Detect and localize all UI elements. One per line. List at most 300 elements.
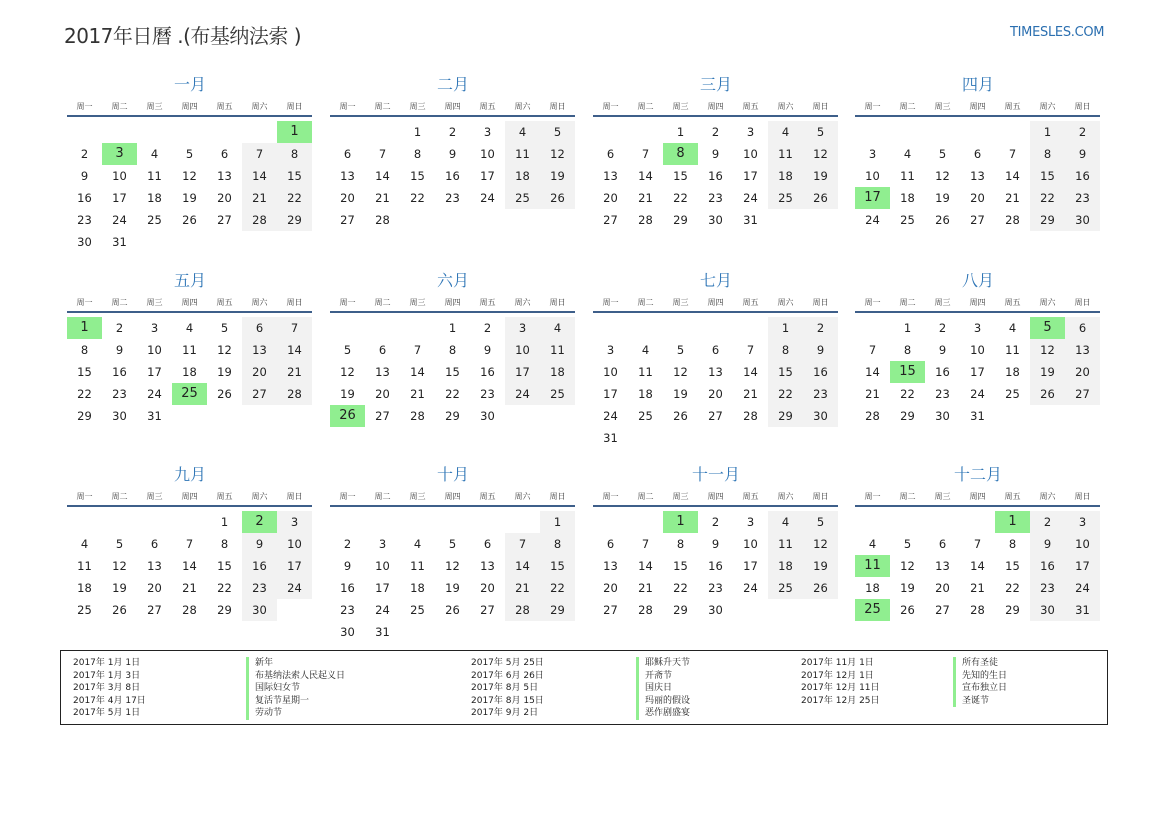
day-cell: 10: [970, 343, 985, 357]
day-cell: 19: [217, 365, 232, 379]
day-cell: 21: [410, 387, 425, 401]
day-cell: 26: [445, 603, 460, 617]
day-cell: 7: [641, 537, 650, 551]
weekday-label: 周五: [742, 101, 759, 111]
day-cell: 10: [1065, 533, 1100, 555]
day-cell: 13: [603, 559, 618, 573]
day-grid: [67, 117, 312, 253]
weekday-label: 周三: [672, 491, 689, 501]
day-cell: 27: [970, 213, 985, 227]
day-cell: 4: [903, 147, 912, 161]
weekday-label: 周日: [286, 297, 303, 307]
day-cell: 21: [1005, 191, 1020, 205]
day-cell: 3: [868, 147, 877, 161]
day-cell: 19: [803, 165, 838, 187]
weekday-label: 周一: [864, 491, 881, 501]
day-cell: 2: [448, 125, 457, 139]
day-cell: 27: [340, 213, 355, 227]
day-cell: 18: [638, 387, 653, 401]
month-3: [593, 74, 839, 231]
day-grid: [330, 313, 575, 427]
day-cell: 9: [938, 343, 947, 357]
weekday-label: 周六: [251, 101, 268, 111]
day-cell: 16: [935, 365, 950, 379]
legend-date: 2017年 4月 17日: [73, 695, 146, 706]
day-cell: 9: [711, 537, 720, 551]
day-cell: 2: [483, 321, 492, 335]
day-cell: 23: [340, 603, 355, 617]
day-cell: 27: [603, 603, 618, 617]
day-cell: 18: [77, 581, 92, 595]
legend-date: 2017年 12月 25日: [801, 695, 880, 706]
weekday-label: 周日: [1074, 491, 1091, 501]
day-cell: 13: [217, 169, 232, 183]
day-cell: 28: [242, 209, 277, 231]
weekday-label: 周三: [146, 491, 163, 501]
day-cell: 6: [150, 537, 159, 551]
day-cell: 5: [803, 511, 838, 533]
day-cell: 7: [1008, 147, 1017, 161]
day-cell: 15: [540, 555, 575, 577]
day-cell: 15: [768, 361, 803, 383]
day-cell: 24: [970, 387, 985, 401]
day-cell: 10: [480, 147, 495, 161]
day-cell: 5: [448, 537, 457, 551]
legend-holiday-name: 新年: [246, 657, 273, 670]
weekday-label: 周一: [339, 101, 356, 111]
weekday-label: 周日: [1074, 297, 1091, 307]
day-cell: 17: [505, 361, 540, 383]
day-cell: 6: [343, 147, 352, 161]
day-cell: 13: [147, 559, 162, 573]
day-cell: 22: [77, 387, 92, 401]
day-cell: 9: [1030, 533, 1065, 555]
day-cell: 30: [1030, 599, 1065, 621]
day-cell: 31: [970, 409, 985, 423]
day-cell: 7: [868, 343, 877, 357]
day-cell: 9: [1065, 143, 1100, 165]
day-cell: 17: [147, 365, 162, 379]
day-cell: 29: [1030, 209, 1065, 231]
day-cell: 14: [410, 365, 425, 379]
weekday-label: 周一: [76, 297, 93, 307]
holiday-legend: [60, 650, 1108, 725]
page-title: 2017年日曆 .(布基纳法索 ): [64, 24, 302, 48]
day-cell: 9: [343, 559, 352, 573]
day-cell: 2: [115, 321, 124, 335]
day-cell: 23: [1065, 187, 1100, 209]
month-4: [855, 74, 1101, 231]
day-cell: 24: [505, 383, 540, 405]
day-cell: 26: [803, 577, 838, 599]
month-title: 三月: [699, 75, 732, 94]
day-cell: 12: [112, 559, 127, 573]
legend-holiday-name: 布基纳法索人民起义日: [246, 670, 345, 683]
day-grid: [67, 507, 312, 621]
weekday-label: 周五: [479, 297, 496, 307]
day-cell: 8: [448, 343, 457, 357]
legend-holiday-name: 玛丽的假设: [636, 695, 690, 708]
holiday-day-cell: 2: [242, 511, 277, 533]
day-cell: 12: [1030, 339, 1065, 361]
day-cell: 12: [182, 169, 197, 183]
day-cell: 29: [445, 409, 460, 423]
day-cell: 17: [743, 559, 758, 573]
day-cell: 4: [505, 121, 540, 143]
day-cell: 25: [768, 577, 803, 599]
day-cell: 25: [505, 187, 540, 209]
month-title: 七月: [699, 271, 732, 290]
weekday-label: 周六: [777, 491, 794, 501]
day-cell: 28: [743, 409, 758, 423]
holiday-day-cell: 25: [855, 599, 890, 621]
day-cell: 5: [938, 147, 947, 161]
day-cell: 18: [1005, 365, 1020, 379]
day-cell: 4: [641, 343, 650, 357]
weekday-label: 周五: [1004, 101, 1021, 111]
day-cell: 8: [220, 537, 229, 551]
day-cell: 18: [768, 165, 803, 187]
day-cell: 7: [242, 143, 277, 165]
day-cell: 23: [1030, 577, 1065, 599]
day-cell: 31: [743, 213, 758, 227]
brand-logo[interactable]: TIMESLES.COM: [1010, 25, 1105, 40]
holiday-day-cell: 1: [995, 511, 1030, 533]
day-cell: 3: [1065, 511, 1100, 533]
day-cell: 4: [540, 317, 575, 339]
day-cell: 26: [673, 409, 688, 423]
weekday-header: [67, 486, 313, 506]
day-cell: 27: [935, 603, 950, 617]
legend-holiday-name: 圣诞节: [953, 695, 989, 708]
day-cell: 19: [900, 581, 915, 595]
weekday-label: 周日: [286, 491, 303, 501]
legend-date: 2017年 5月 25日: [471, 658, 544, 668]
day-cell: 1: [413, 125, 422, 139]
day-cell: 13: [375, 365, 390, 379]
day-cell: 8: [1008, 537, 1017, 551]
weekday-label: 周六: [1039, 297, 1056, 307]
weekday-label: 周一: [76, 491, 93, 501]
day-cell: 9: [483, 343, 492, 357]
day-cell: 6: [220, 147, 229, 161]
day-cell: 1: [540, 511, 575, 533]
holiday-day-cell: 1: [663, 511, 698, 533]
day-cell: 27: [147, 603, 162, 617]
day-cell: 6: [606, 147, 615, 161]
day-cell: 31: [1065, 599, 1100, 621]
weekday-label: 周六: [1039, 491, 1056, 501]
day-cell: 14: [970, 559, 985, 573]
day-cell: 30: [803, 405, 838, 427]
day-grid: [593, 313, 838, 449]
day-cell: 6: [973, 147, 982, 161]
legend-date: 2017年 8月 5日: [471, 683, 539, 693]
day-cell: 10: [277, 533, 312, 555]
day-cell: 14: [638, 559, 653, 573]
legend-date: 2017年 6月 26日: [471, 670, 544, 681]
day-cell: 5: [115, 537, 124, 551]
weekday-label: 周日: [549, 101, 566, 111]
day-cell: 24: [743, 191, 758, 205]
weekday-label: 周一: [339, 297, 356, 307]
day-cell: 11: [900, 169, 915, 183]
weekday-label: 周四: [181, 101, 198, 111]
day-cell: 7: [973, 537, 982, 551]
day-cell: 3: [973, 321, 982, 335]
day-cell: 14: [242, 165, 277, 187]
day-cell: 22: [445, 387, 460, 401]
day-cell: 15: [1005, 559, 1020, 573]
legend-holiday-name: 复活节星期一: [246, 695, 309, 708]
weekday-label: 周五: [1004, 491, 1021, 501]
day-cell: 20: [970, 191, 985, 205]
day-cell: 3: [150, 321, 159, 335]
holiday-day-cell: 1: [67, 317, 102, 339]
day-cell: 3: [606, 343, 615, 357]
day-cell: 8: [80, 343, 89, 357]
day-cell: 24: [743, 581, 758, 595]
day-grid: [330, 507, 575, 643]
legend-date: 2017年 12月 11日: [801, 683, 880, 693]
day-cell: 16: [445, 169, 460, 183]
day-cell: 29: [77, 409, 92, 423]
legend-holiday-name: 开斋节: [636, 670, 672, 683]
day-cell: 4: [80, 537, 89, 551]
day-cell: 25: [768, 187, 803, 209]
day-cell: 3: [505, 317, 540, 339]
month-1: [67, 74, 313, 253]
day-cell: 25: [1005, 387, 1020, 401]
day-cell: 11: [768, 143, 803, 165]
day-cell: 12: [900, 559, 915, 573]
month-10: [330, 464, 576, 643]
day-cell: 4: [413, 537, 422, 551]
holiday-day-cell: 5: [1030, 317, 1065, 339]
holiday-day-cell: 15: [890, 361, 925, 383]
day-cell: 15: [445, 365, 460, 379]
day-cell: 6: [378, 343, 387, 357]
weekday-label: 周四: [707, 491, 724, 501]
weekday-label: 周二: [374, 491, 391, 501]
day-cell: 5: [676, 343, 685, 357]
month-title: 五月: [173, 271, 206, 290]
day-cell: 28: [638, 213, 653, 227]
weekday-label: 周三: [934, 101, 951, 111]
weekday-label: 周六: [514, 101, 531, 111]
weekday-label: 周六: [777, 297, 794, 307]
day-cell: 31: [147, 409, 162, 423]
day-cell: 22: [277, 187, 312, 209]
weekday-label: 周二: [637, 297, 654, 307]
day-cell: 4: [1008, 321, 1017, 335]
day-cell: 15: [77, 365, 92, 379]
day-cell: 18: [900, 191, 915, 205]
day-cell: 8: [277, 143, 312, 165]
day-cell: 23: [708, 191, 723, 205]
legend-holiday-name: 耶稣升天节: [636, 657, 690, 670]
weekday-label: 周五: [216, 491, 233, 501]
day-cell: 16: [112, 365, 127, 379]
day-cell: 31: [112, 235, 127, 249]
month-title: 十一月: [691, 465, 740, 484]
day-cell: 21: [743, 387, 758, 401]
holiday-day-cell: 11: [855, 555, 890, 577]
day-cell: 25: [900, 213, 915, 227]
day-cell: 23: [803, 383, 838, 405]
day-cell: 22: [673, 191, 688, 205]
day-cell: 21: [182, 581, 197, 595]
weekday-label: 周二: [637, 101, 654, 111]
day-cell: 5: [540, 121, 575, 143]
day-cell: 18: [410, 581, 425, 595]
day-cell: 6: [242, 317, 277, 339]
weekday-label: 周二: [637, 491, 654, 501]
day-cell: 19: [445, 581, 460, 595]
weekday-label: 周五: [479, 491, 496, 501]
day-cell: 17: [277, 555, 312, 577]
day-cell: 21: [277, 361, 312, 383]
weekday-label: 周四: [181, 297, 198, 307]
day-cell: 29: [673, 213, 688, 227]
day-cell: 25: [77, 603, 92, 617]
day-cell: 8: [413, 147, 422, 161]
day-cell: 19: [112, 581, 127, 595]
day-cell: 29: [277, 209, 312, 231]
day-cell: 4: [768, 121, 803, 143]
day-cell: 12: [340, 365, 355, 379]
day-cell: 1: [1030, 121, 1065, 143]
day-cell: 31: [603, 431, 618, 445]
month-title: 四月: [961, 75, 994, 94]
day-cell: 14: [638, 169, 653, 183]
legend-date: 2017年 1月 3日: [73, 670, 141, 681]
month-title: 八月: [961, 271, 994, 290]
day-cell: 29: [768, 405, 803, 427]
day-cell: 4: [768, 511, 803, 533]
day-cell: 20: [1065, 361, 1100, 383]
weekday-label: 周一: [339, 491, 356, 501]
weekday-label: 周一: [864, 297, 881, 307]
day-cell: 30: [935, 409, 950, 423]
day-cell: 19: [673, 387, 688, 401]
day-cell: 29: [1005, 603, 1020, 617]
day-cell: 11: [410, 559, 425, 573]
month-6: [330, 270, 576, 427]
day-cell: 12: [217, 343, 232, 357]
weekday-label: 周一: [602, 101, 619, 111]
day-cell: 20: [375, 387, 390, 401]
day-cell: 20: [603, 581, 618, 595]
day-cell: 1: [676, 125, 685, 139]
day-cell: 7: [413, 343, 422, 357]
day-cell: 23: [445, 191, 460, 205]
day-cell: 2: [711, 125, 720, 139]
weekday-label: 周二: [374, 297, 391, 307]
day-cell: 15: [1030, 165, 1065, 187]
weekday-label: 周四: [969, 297, 986, 307]
day-cell: 3: [483, 125, 492, 139]
day-cell: 11: [77, 559, 92, 573]
day-cell: 10: [603, 365, 618, 379]
day-cell: 20: [935, 581, 950, 595]
day-cell: 13: [242, 339, 277, 361]
day-cell: 18: [865, 581, 880, 595]
day-cell: 13: [340, 169, 355, 183]
legend-holiday-name: 所有圣徒: [953, 657, 998, 670]
weekday-header: [330, 486, 576, 506]
day-cell: 9: [448, 147, 457, 161]
day-cell: 22: [410, 191, 425, 205]
weekday-label: 周一: [76, 101, 93, 111]
day-cell: 11: [147, 169, 162, 183]
day-cell: 3: [746, 125, 755, 139]
day-cell: 21: [638, 581, 653, 595]
day-cell: 14: [182, 559, 197, 573]
day-cell: 21: [242, 187, 277, 209]
day-cell: 27: [242, 383, 277, 405]
day-cell: 5: [220, 321, 229, 335]
weekday-label: 周四: [444, 101, 461, 111]
day-cell: 30: [1065, 209, 1100, 231]
day-cell: 30: [708, 603, 723, 617]
day-cell: 4: [868, 537, 877, 551]
legend-holiday-name: 恶作剧盛宴: [636, 707, 690, 720]
day-cell: 5: [185, 147, 194, 161]
month-5: [67, 270, 313, 427]
legend-date: 2017年 3月 8日: [73, 683, 141, 693]
weekday-label: 周日: [812, 491, 829, 501]
day-cell: 17: [603, 387, 618, 401]
day-cell: 25: [410, 603, 425, 617]
weekday-label: 周二: [899, 297, 916, 307]
day-grid: [330, 117, 575, 231]
day-cell: 20: [242, 361, 277, 383]
day-cell: 27: [375, 409, 390, 423]
day-cell: 15: [673, 559, 688, 573]
day-cell: 23: [935, 387, 950, 401]
day-cell: 6: [938, 537, 947, 551]
day-cell: 18: [768, 555, 803, 577]
day-cell: 24: [375, 603, 390, 617]
day-cell: 8: [540, 533, 575, 555]
weekday-label: 周三: [146, 101, 163, 111]
day-cell: 22: [1005, 581, 1020, 595]
day-cell: 10: [147, 343, 162, 357]
day-cell: 26: [540, 187, 575, 209]
day-cell: 26: [803, 187, 838, 209]
day-cell: 21: [638, 191, 653, 205]
day-cell: 2: [80, 147, 89, 161]
day-cell: 28: [638, 603, 653, 617]
day-cell: 26: [935, 213, 950, 227]
day-cell: 26: [217, 387, 232, 401]
legend-holiday-name: 国际妇女节: [246, 682, 300, 695]
day-cell: 7: [505, 533, 540, 555]
month-11: [593, 464, 839, 621]
holiday-day-cell: 17: [855, 187, 890, 209]
day-cell: 16: [708, 169, 723, 183]
day-cell: 28: [277, 383, 312, 405]
weekday-label: 周四: [444, 491, 461, 501]
weekday-label: 周三: [409, 101, 426, 111]
day-cell: 22: [900, 387, 915, 401]
month-9: [67, 464, 313, 621]
day-cell: 6: [483, 537, 492, 551]
day-cell: 10: [112, 169, 127, 183]
day-cell: 10: [743, 537, 758, 551]
weekday-label: 周三: [934, 297, 951, 307]
